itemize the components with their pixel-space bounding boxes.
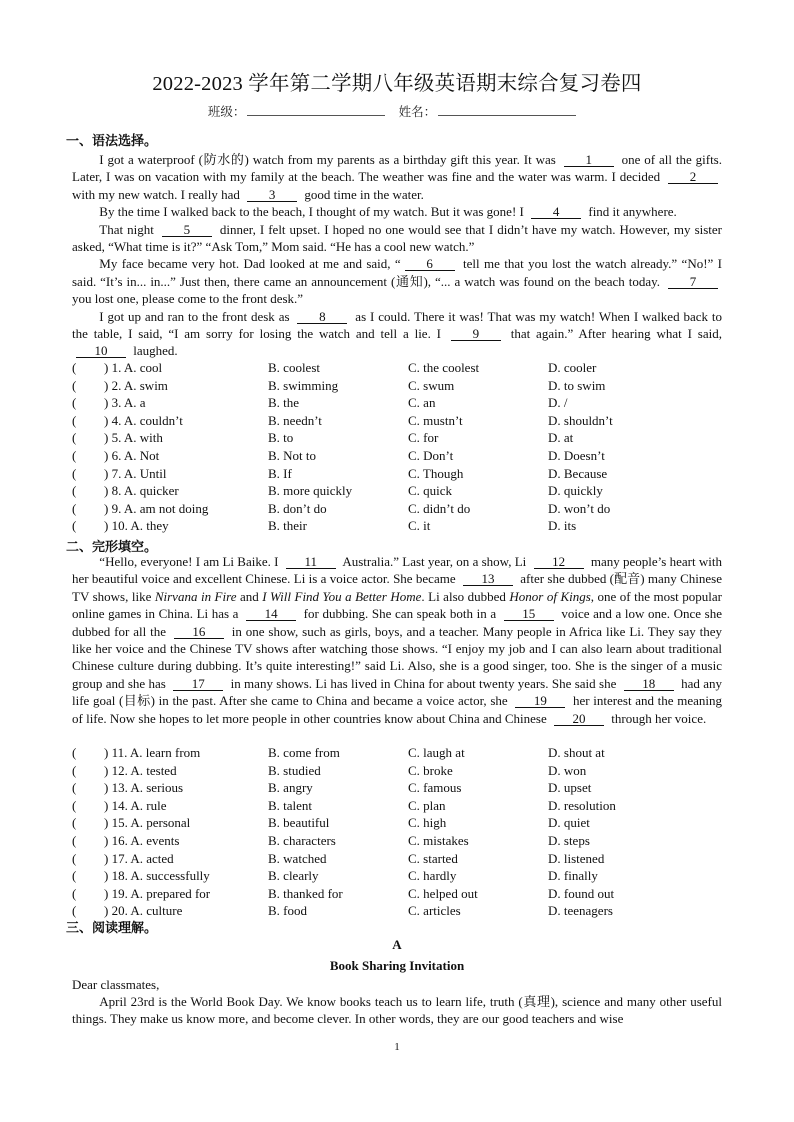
section3-heading: 三、阅读理解。 [66, 920, 158, 935]
option-c: C. broke [408, 762, 453, 778]
passage-text: had any life goal (目标) in the past. After she came to China and became a voice actor, she [72, 675, 722, 709]
option-d: D. quiet [548, 815, 590, 831]
section1-passage [72, 151, 722, 360]
answer-bracket[interactable]: ( [72, 518, 77, 534]
option-b: B. angry [268, 780, 313, 796]
question-row [72, 482, 722, 500]
question-row [72, 832, 722, 850]
option-c: C. for [408, 430, 439, 446]
answer-blank-3[interactable]: 3 [247, 188, 297, 202]
option-d: D. quickly [548, 483, 603, 499]
option-c: C. Don’t [408, 447, 454, 463]
class-field[interactable] [247, 103, 385, 116]
question-row [72, 797, 722, 815]
question-option-a: ) 3. A. a [104, 395, 146, 411]
answer-bracket[interactable]: ( [72, 412, 77, 428]
answer-blank-4[interactable]: 4 [531, 205, 581, 219]
passage-text: By the time I walked back to the beach, I thought of my watch. But it was gone! I [99, 204, 528, 220]
passage-text: . Li also dubbed [421, 588, 510, 604]
option-b: B. clearly [268, 868, 319, 884]
passage-text: , one of the most popular online games in China. Li has a [72, 588, 722, 622]
answer-bracket[interactable]: ( [72, 500, 77, 516]
question-row [72, 359, 722, 377]
section1-heading: 一、语法选择。 [66, 133, 158, 148]
option-d: D. steps [548, 832, 590, 848]
option-b: B. needn’t [268, 412, 322, 428]
option-d: D. Because [548, 465, 608, 481]
question-row [72, 500, 722, 518]
question-option-a: ) 6. A. Not [104, 447, 160, 463]
option-b: B. characters [268, 832, 336, 848]
option-b: B. beautiful [268, 815, 330, 831]
option-b: B. swimming [268, 377, 339, 393]
question-option-a: ) 13. A. serious [104, 780, 184, 796]
passage-text: April 23rd is the World Book Day. We know books teach us to learn life, truth (真理), science and many other useful things. They make us know more, and become clever. In other words, they are our good teachers and wise [72, 994, 722, 1027]
option-c: C. the coolest [408, 360, 480, 375]
option-d: D. found out [548, 885, 615, 901]
option-b: B. come from [268, 745, 340, 760]
option-d: D. upset [548, 780, 592, 796]
question-option-a: ) 19. A. prepared for [104, 885, 211, 901]
option-d: D. its [548, 518, 577, 534]
passage-text: in one show, such as girls, boys, and a teacher. Many people in Africa like Li. They say they like her voice and the Chinese TV shows after watching those shows. “I enjoy my job and I can also learn about traditional Chinese culture during dubbing. It’s quite interesting!” said Li. Also, she is a good singer, too. She is the singer of a music group and she has [72, 623, 722, 691]
passage-text: for dubbing. She can speak both in a [300, 606, 500, 622]
question-option-a: ) 4. A. couldn’t [104, 412, 183, 428]
passage-text: with my new watch. I really had [72, 186, 244, 202]
option-b: B. more quickly [268, 483, 353, 499]
passage-text: I got up and ran to the front desk as [99, 308, 294, 324]
passage-text: My face became very hot. Dad looked at me and said, “ [99, 256, 401, 272]
option-d: D. / [548, 395, 568, 411]
passage-text: laughed. [130, 343, 178, 359]
answer-bracket[interactable]: ( [72, 360, 77, 375]
question-option-a: ) 1. A. cool [104, 360, 163, 375]
class-label: 班级： [207, 105, 246, 119]
option-c: C. swum [408, 377, 455, 393]
option-d: D. cooler [548, 360, 597, 375]
italic-title: I Will Find You a Better Home [262, 588, 422, 604]
question-option-a: ) 15. A. personal [104, 815, 191, 831]
option-b: B. talent [268, 797, 313, 813]
option-c: C. plan [408, 797, 446, 813]
passage-text: after she dubbed (配音) many Chinese TV shows, like [72, 571, 722, 604]
question-option-a: ) 20. A. culture [104, 903, 183, 919]
passage-text: that again.” After hearing what I said, [504, 326, 722, 342]
option-d: D. resolution [548, 797, 616, 813]
section2-heading: 二、完形填空。 [66, 539, 158, 554]
answer-blank-2[interactable]: 2 [668, 170, 718, 184]
passage-text: you lost one, please come to the front desk.” [72, 291, 304, 307]
option-c: C. hardly [408, 868, 457, 884]
option-c: C. mistakes [408, 832, 469, 848]
option-b: B. their [268, 518, 307, 534]
option-b: B. thanked for [268, 885, 343, 901]
question-row [72, 447, 722, 465]
answer-blank-1[interactable]: 1 [564, 153, 614, 167]
question-option-a: ) 9. A. am not doing [104, 500, 209, 516]
passage-text: many people’s heart with her beautiful voice and excellent Chinese. Li is a voice actor. She became [72, 554, 722, 587]
question-option-a: ) 11. A. learn from [104, 745, 201, 760]
passage-text: good time in the water. [301, 186, 424, 202]
option-d: D. to swim [548, 377, 606, 393]
paragraph [72, 151, 722, 203]
option-c: C. it [408, 518, 431, 534]
answer-blank-5[interactable]: 5 [162, 223, 212, 237]
page-title: 2022-2023 学年第二学期八年级英语期末综合复习卷四 [152, 73, 642, 95]
student-info [0, 102, 794, 120]
answer-bracket[interactable]: ( [72, 447, 77, 463]
page-number: 1 [394, 1041, 400, 1053]
option-c: C. famous [408, 780, 462, 796]
passage-text: as I could. There it was! That was my watch! When I walked back to the table, I said, “I am sorry for losing the watch and tell a lie. I [72, 308, 723, 342]
passage-text: I got a waterproof (防水的) watch from my parents as a birthday gift this year. It was [99, 152, 560, 167]
option-b: B. to [268, 430, 294, 446]
passage-text: and [236, 588, 263, 604]
answer-bracket[interactable]: ( [72, 797, 77, 813]
answer-blank-9[interactable]: 9 [451, 327, 501, 341]
passage-text: in many shows. Li has lived in China for about twenty years. She said she [227, 675, 620, 691]
option-b: B. watched [268, 850, 327, 866]
paragraph [72, 308, 722, 360]
option-b: B. don’t do [268, 500, 327, 516]
answer-bracket[interactable]: ( [72, 483, 77, 499]
paragraph [72, 553, 722, 727]
italic-title: Honor of Kings [509, 588, 591, 604]
answer-blank-16[interactable]: 16 [174, 625, 224, 639]
option-c: C. Though [408, 465, 464, 481]
question-row [72, 762, 722, 780]
answer-bracket[interactable]: ( [72, 885, 77, 901]
question-row [72, 744, 722, 762]
question-row [72, 779, 722, 797]
question-row [72, 902, 722, 920]
passage-title: Book Sharing Invitation [329, 958, 465, 973]
passage-text: through her voice. [608, 710, 707, 726]
answer-bracket[interactable]: ( [72, 850, 77, 866]
option-b: B. the [268, 395, 300, 411]
option-d: D. at [548, 430, 574, 446]
option-d: D. won [548, 762, 587, 778]
option-b: B. studied [268, 762, 321, 778]
question-option-a: ) 12. A. tested [104, 762, 177, 778]
option-d: D. won’t do [548, 500, 611, 516]
option-c: C. quick [408, 483, 453, 499]
question-row [72, 850, 722, 868]
section2-options [72, 744, 722, 920]
passage-text: one of all the gifts. Later, I was on vacation with my family at the beach. The weather was fine and the water was warm. I decided [72, 152, 722, 185]
question-option-a: ) 7. A. Until [104, 465, 167, 481]
option-b: B. Not to [268, 447, 317, 463]
answer-bracket[interactable]: ( [72, 377, 77, 393]
answer-bracket[interactable]: ( [72, 815, 77, 831]
answer-blank-17[interactable]: 17 [173, 677, 223, 691]
option-c: C. an [408, 395, 436, 411]
name-label: 姓名： [398, 105, 437, 119]
passage-text: Australia.” Last year, on a show, Li [339, 554, 530, 569]
paragraph [72, 203, 722, 220]
option-c: C. started [408, 850, 458, 866]
answer-bracket[interactable]: ( [72, 868, 77, 884]
answer-bracket[interactable]: ( [72, 832, 77, 848]
passage-text: tell me that you lost the watch already.” “No!” I said. “It’s in... in...” Just then, there came an announcement (通知), “... a watch was found on the beach today. [72, 256, 722, 289]
question-row [72, 867, 722, 885]
italic-title: Nirvana in Fire [154, 588, 237, 604]
option-b: B. If [268, 465, 292, 481]
passage-greeting: Dear classmates, [72, 977, 160, 992]
answer-blank-10[interactable]: 10 [76, 344, 126, 358]
option-b: B. coolest [268, 360, 320, 375]
question-option-a: ) 2. A. swim [104, 377, 168, 393]
option-d: D. teenagers [548, 903, 613, 919]
option-d: D. listened [548, 850, 605, 866]
question-row [72, 412, 722, 430]
question-option-a: ) 5. A. with [104, 430, 163, 446]
option-c: C. mustn’t [408, 412, 463, 428]
answer-bracket[interactable]: ( [72, 430, 77, 446]
question-option-a: ) 16. A. events [104, 832, 180, 848]
passage-text: “Hello, everyone! I am Li Baike. I [99, 554, 282, 569]
question-option-a: ) 18. A. successfully [104, 868, 210, 884]
passage-text: her interest and the meaning of life. Now she hopes to let more people in other countries know about China and Chinese [72, 693, 722, 726]
option-c: C. helped out [408, 885, 478, 901]
option-c: C. high [408, 815, 447, 831]
option-b: B. food [268, 903, 307, 919]
answer-bracket[interactable]: ( [72, 395, 77, 411]
question-option-a: ) 8. A. quicker [104, 483, 179, 499]
section2-passage [72, 553, 722, 727]
passage-text: find it anywhere. [585, 204, 677, 220]
answer-bracket[interactable]: ( [72, 903, 77, 919]
question-option-a: ) 17. A. acted [104, 850, 174, 866]
option-c: C. articles [408, 903, 461, 919]
answer-blank-6[interactable]: 6 [405, 257, 455, 271]
option-d: D. Doesn’t [548, 447, 605, 463]
passage-text: That night [99, 221, 158, 237]
answer-blank-11[interactable]: 11 [286, 555, 336, 569]
paragraph [72, 993, 722, 1028]
section3-passage [72, 993, 722, 1028]
answer-blank-20[interactable]: 20 [554, 712, 604, 726]
answer-blank-7[interactable]: 7 [668, 275, 718, 289]
option-d: D. shout at [548, 745, 605, 760]
answer-blank-19[interactable]: 19 [515, 694, 565, 708]
paragraph [72, 255, 722, 307]
option-d: D. finally [548, 868, 598, 884]
answer-bracket[interactable]: ( [72, 465, 77, 481]
question-option-a: ) 10. A. they [104, 518, 169, 534]
section1-options [72, 359, 722, 535]
question-row [72, 885, 722, 903]
question-row [72, 465, 722, 483]
paragraph [72, 221, 722, 256]
option-c: C. laugh at [408, 745, 465, 760]
question-option-a: ) 14. A. rule [104, 797, 167, 813]
answer-blank-8[interactable]: 8 [297, 310, 347, 324]
passage-text: dinner, I felt upset. I hoped no one would see that I didn’t have my watch. However, my sister asked, “What time is it?” “Ask Tom,” Mom said. “He has a cool new watch.” [72, 221, 723, 255]
question-row [72, 814, 722, 832]
option-c: C. didn’t do [408, 500, 471, 516]
question-row [72, 517, 722, 535]
answer-blank-18[interactable]: 18 [624, 677, 674, 691]
answer-blank-13[interactable]: 13 [463, 572, 513, 586]
answer-bracket[interactable]: ( [72, 780, 77, 796]
option-d: D. shouldn’t [548, 412, 613, 428]
answer-blank-15[interactable]: 15 [504, 607, 554, 621]
question-row [72, 377, 722, 395]
answer-bracket[interactable]: ( [72, 762, 77, 778]
answer-bracket[interactable]: ( [72, 745, 77, 760]
passage-part-label: A [392, 937, 402, 952]
question-row [72, 429, 722, 447]
answer-blank-14[interactable]: 14 [246, 607, 296, 621]
name-field[interactable] [438, 103, 576, 116]
question-row [72, 394, 722, 412]
passage-text: voice and a low one. Once she dubbed for all the [72, 606, 722, 639]
answer-blank-12[interactable]: 12 [534, 555, 584, 569]
